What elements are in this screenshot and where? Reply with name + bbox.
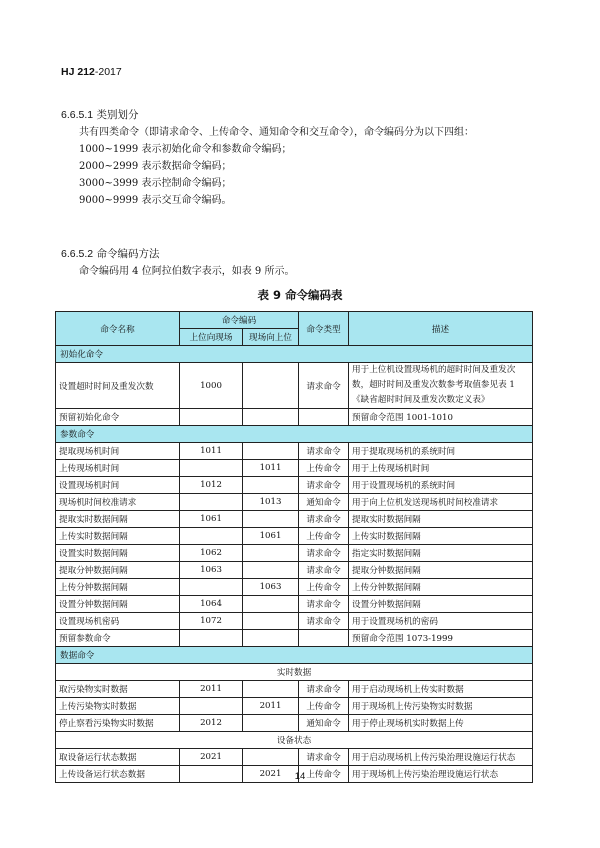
cell-command-type: 请求命令 bbox=[299, 562, 349, 579]
cell-code-downlink: 1011 bbox=[180, 443, 243, 460]
cell-description: 设置分钟数据间隔 bbox=[349, 596, 533, 613]
cell-description: 上传实时数据间隔 bbox=[349, 528, 533, 545]
cell-code-uplink: 2011 bbox=[243, 698, 299, 715]
table-row bbox=[56, 630, 533, 647]
section-number: 6.6.5.1 bbox=[61, 109, 94, 121]
table-row bbox=[56, 494, 533, 511]
body-line: 3000~3999 表示控制命令编码； bbox=[79, 178, 232, 189]
cell-command-type: 上传命令 bbox=[299, 460, 349, 477]
cell-code-downlink: 1064 bbox=[180, 596, 243, 613]
cell-description: 预留命令范围 1001-1010 bbox=[349, 409, 533, 426]
cell-code-uplink bbox=[243, 749, 299, 766]
table-row bbox=[56, 477, 533, 494]
cell-command-type: 请求命令 bbox=[299, 511, 349, 528]
cell-command-name: 上传设备运行状态数据 bbox=[56, 766, 180, 783]
cell-command-type bbox=[299, 630, 349, 647]
table-row bbox=[56, 681, 533, 698]
table-row bbox=[56, 749, 533, 766]
group-row bbox=[56, 732, 533, 749]
cell-code-uplink bbox=[243, 630, 299, 647]
cell-command-name: 设置现场机密码 bbox=[56, 613, 180, 630]
header-code-downlink: 上位向现场 bbox=[180, 329, 243, 346]
body-line: 共有四类命令（即请求命令、上传命令、通知命令和交互命令），命令编码分为以下四组： bbox=[79, 127, 474, 138]
section-heading-6-6-5-1 bbox=[61, 107, 138, 122]
table-row bbox=[56, 613, 533, 630]
table-row bbox=[56, 363, 533, 409]
cell-command-name: 提取现场机时间 bbox=[56, 443, 180, 460]
cell-command-type: 上传命令 bbox=[299, 528, 349, 545]
header-command-name: 命令名称 bbox=[56, 312, 180, 346]
table-caption: 表 9 命令编码表 bbox=[257, 288, 343, 302]
cell-code-downlink bbox=[180, 409, 243, 426]
group-title: 初始化命令 bbox=[56, 346, 533, 363]
cell-command-type: 上传命令 bbox=[299, 579, 349, 596]
page-number: 14 bbox=[294, 771, 306, 782]
group-title: 参数命令 bbox=[56, 426, 533, 443]
cell-command-name: 停止察看污染物实时数据 bbox=[56, 715, 180, 732]
cell-command-type: 请求命令 bbox=[299, 443, 349, 460]
group-row bbox=[56, 664, 533, 681]
cell-command-name: 取设备运行状态数据 bbox=[56, 749, 180, 766]
cell-description: 用于启动现场机上传实时数据 bbox=[349, 681, 533, 698]
cell-code-downlink: 1072 bbox=[180, 613, 243, 630]
table-row bbox=[56, 443, 533, 460]
cell-command-type: 请求命令 bbox=[299, 749, 349, 766]
cell-code-downlink bbox=[180, 528, 243, 545]
cell-command-name: 上传污染物实时数据 bbox=[56, 698, 180, 715]
cell-command-type: 请求命令 bbox=[299, 545, 349, 562]
cell-command-name: 设置现场机时间 bbox=[56, 477, 180, 494]
cell-command-name: 现场机时间校准请求 bbox=[56, 494, 180, 511]
table-row bbox=[56, 579, 533, 596]
cell-code-uplink bbox=[243, 613, 299, 630]
cell-code-uplink bbox=[243, 681, 299, 698]
cell-description: 用于上传现场机时间 bbox=[349, 460, 533, 477]
body-line: 9000~9999 表示交互命令编码。 bbox=[79, 195, 232, 206]
cell-description: 上传分钟数据间隔 bbox=[349, 579, 533, 596]
cell-command-type: 通知命令 bbox=[299, 494, 349, 511]
group-title: 设备状态 bbox=[56, 732, 533, 749]
cell-command-type: 请求命令 bbox=[299, 681, 349, 698]
cell-description: 用于上位机设置现场机的超时时间及重发次数，超时时间及重发次数参考取值参见表 1《缺省超时时间及重发次数定义表》 bbox=[349, 363, 533, 409]
table-row bbox=[56, 545, 533, 562]
cell-code-uplink: 1063 bbox=[243, 579, 299, 596]
cell-description: 提取分钟数据间隔 bbox=[349, 562, 533, 579]
cell-command-type bbox=[299, 409, 349, 426]
cell-code-downlink bbox=[180, 698, 243, 715]
cell-description: 指定实时数据间隔 bbox=[349, 545, 533, 562]
cell-command-name: 预留初始化命令 bbox=[56, 409, 180, 426]
cell-command-name: 设置分钟数据间隔 bbox=[56, 596, 180, 613]
section-title: 命令编码方法 bbox=[96, 248, 160, 260]
cell-command-name: 上传实时数据间隔 bbox=[56, 528, 180, 545]
cell-command-type: 请求命令 bbox=[299, 363, 349, 409]
cell-description: 用于现场机上传污染物实时数据 bbox=[349, 698, 533, 715]
cell-command-name: 设置实时数据间隔 bbox=[56, 545, 180, 562]
cell-description: 用于设置现场机的密码 bbox=[349, 613, 533, 630]
cell-code-uplink: 2021 bbox=[243, 766, 299, 783]
cell-code-downlink: 2021 bbox=[180, 749, 243, 766]
cell-command-type: 请求命令 bbox=[299, 613, 349, 630]
cell-command-type: 上传命令 bbox=[299, 698, 349, 715]
cell-code-uplink bbox=[243, 511, 299, 528]
cell-code-uplink: 1061 bbox=[243, 528, 299, 545]
cell-command-name: 上传分钟数据间隔 bbox=[56, 579, 180, 596]
header-command-type: 命令类型 bbox=[299, 312, 349, 346]
cell-command-name: 设置超时时间及重发次数 bbox=[56, 363, 180, 409]
header-command-code: 命令编码 bbox=[180, 312, 299, 329]
cell-command-name: 上传现场机时间 bbox=[56, 460, 180, 477]
command-code-table bbox=[55, 311, 533, 783]
group-title: 数据命令 bbox=[56, 647, 533, 664]
cell-description: 用于现场机上传污染治理设施运行状态 bbox=[349, 766, 533, 783]
table-row bbox=[56, 511, 533, 528]
cell-code-uplink bbox=[243, 363, 299, 409]
table-row bbox=[56, 460, 533, 477]
group-row bbox=[56, 346, 533, 363]
body-line: 2000~2999 表示数据命令编码； bbox=[79, 161, 232, 172]
header-description: 描述 bbox=[349, 312, 533, 346]
table-row bbox=[56, 596, 533, 613]
cell-code-downlink: 1063 bbox=[180, 562, 243, 579]
table-row bbox=[56, 715, 533, 732]
cell-code-uplink bbox=[243, 715, 299, 732]
cell-code-uplink: 1013 bbox=[243, 494, 299, 511]
cell-description: 提取实时数据间隔 bbox=[349, 511, 533, 528]
cell-command-name: 提取实时数据间隔 bbox=[56, 511, 180, 528]
section-title: 类别划分 bbox=[96, 109, 139, 121]
cell-code-uplink: 1011 bbox=[243, 460, 299, 477]
table-row bbox=[56, 409, 533, 426]
cell-code-downlink: 1062 bbox=[180, 545, 243, 562]
cell-code-downlink bbox=[180, 494, 243, 511]
cell-code-uplink bbox=[243, 545, 299, 562]
cell-command-name: 预留参数命令 bbox=[56, 630, 180, 647]
cell-command-name: 提取分钟数据间隔 bbox=[56, 562, 180, 579]
section-number: 6.6.5.2 bbox=[61, 248, 94, 260]
cell-description: 用于向上位机发送现场机时间校准请求 bbox=[349, 494, 533, 511]
section-2-body: 命令编码用 4 位阿拉伯数字表示，如表 9 所示。 bbox=[79, 266, 295, 277]
cell-code-downlink bbox=[180, 630, 243, 647]
group-row bbox=[56, 647, 533, 664]
cell-code-uplink bbox=[243, 409, 299, 426]
cell-command-type: 通知命令 bbox=[299, 715, 349, 732]
table-row bbox=[56, 698, 533, 715]
cell-description: 用于停止现场机实时数据上传 bbox=[349, 715, 533, 732]
cell-code-downlink bbox=[180, 579, 243, 596]
table-row bbox=[56, 528, 533, 545]
section-heading-6-6-5-2 bbox=[61, 246, 159, 261]
standard-code: HJ 212-2017 bbox=[61, 66, 122, 78]
cell-command-type: 请求命令 bbox=[299, 477, 349, 494]
cell-command-name: 取污染物实时数据 bbox=[56, 681, 180, 698]
cell-code-uplink bbox=[243, 562, 299, 579]
cell-description: 用于提取现场机的系统时间 bbox=[349, 443, 533, 460]
table-row bbox=[56, 562, 533, 579]
cell-description: 预留命令范围 1073-1999 bbox=[349, 630, 533, 647]
group-row bbox=[56, 426, 533, 443]
cell-description: 用于启动现场机上传污染治理设施运行状态 bbox=[349, 749, 533, 766]
body-line: 1000~1999 表示初始化命令和参数命令编码； bbox=[79, 144, 292, 155]
group-title: 实时数据 bbox=[56, 664, 533, 681]
cell-command-type: 上传命令 bbox=[299, 766, 349, 783]
cell-command-type: 请求命令 bbox=[299, 596, 349, 613]
cell-code-uplink bbox=[243, 477, 299, 494]
cell-code-downlink bbox=[180, 460, 243, 477]
cell-code-downlink: 2011 bbox=[180, 681, 243, 698]
cell-code-downlink: 1000 bbox=[180, 363, 243, 409]
cell-code-downlink: 1061 bbox=[180, 511, 243, 528]
section-1-body bbox=[79, 124, 474, 209]
cell-code-uplink bbox=[243, 443, 299, 460]
cell-code-uplink bbox=[243, 596, 299, 613]
header-code-uplink: 现场向上位 bbox=[243, 329, 299, 346]
cell-description: 用于设置现场机的系统时间 bbox=[349, 477, 533, 494]
cell-code-downlink: 2012 bbox=[180, 715, 243, 732]
cell-code-downlink: 1012 bbox=[180, 477, 243, 494]
